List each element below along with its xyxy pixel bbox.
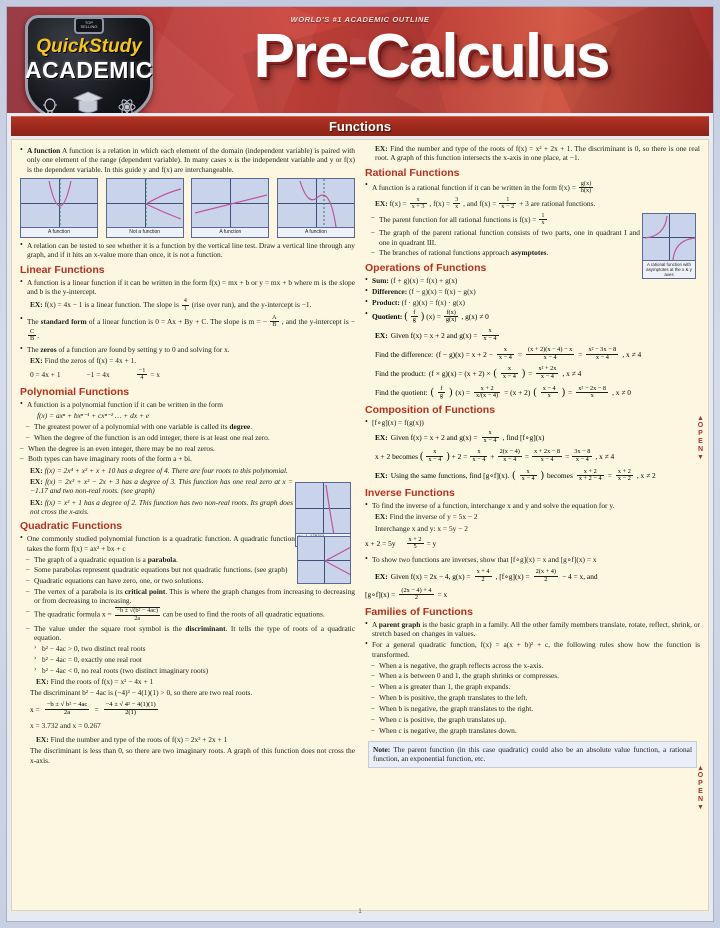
linear-ex1-cont: (rise over run), and the y-intercept is −1.: [191, 300, 312, 310]
graph-thumb: [106, 178, 184, 238]
degree-term: degree: [229, 421, 251, 431]
linear-example-2: [30, 356, 355, 365]
polynomial-examples: [20, 466, 355, 517]
tab-letter: O: [697, 422, 704, 429]
composition-given: EX: Given f(x) = x + 2 and g(x) = $\frac{x}{x - 4}$ , find [f∘g](x): [375, 429, 545, 444]
polynomial-example-2: EX: f(x) = 2x³ + x² − 2x + 3 has a degree of 3. This function has one real zero at x = −1.17 and two non-real roots. (see graph): [30, 477, 293, 496]
linear-zeros: • The zeros of a function are found by setting y to 0 and solving for x.: [20, 345, 355, 354]
ex-label: EX:: [375, 330, 388, 340]
heading-quadratic-functions: Quadratic Functions: [20, 520, 123, 533]
transform-rule: – When a is greater than 1, the graph expands.: [371, 682, 700, 691]
quadratic-parabola: – The graph of a quadratic equation is a parabola.: [26, 555, 295, 564]
standard-form-term: standard form: [40, 316, 87, 326]
fraction-quot-lhs: $\frac{f}{g}$: [439, 384, 444, 400]
fraction-neg1-over-4: $\frac{-1}{4}$: [138, 366, 146, 382]
graph-caption: A function: [20, 228, 98, 238]
transform-rule: – When b is negative, the graph translates to the right.: [371, 704, 700, 713]
heading-rational-functions: Rational Functions: [365, 166, 460, 179]
operation-quotient: • Quotient: ( $\frac{f}{g}$ ) (x) = $\frac{f(x)}{g(x)}$ , g(x) ≠ 0: [365, 310, 700, 324]
zeros-term: zeros: [40, 344, 57, 354]
operation-product: • Product: (f · g)(x) = f(x) · g(x): [365, 298, 700, 307]
operation-sum: • Sum: (f + g)(x) = f(x) + g(x): [365, 276, 700, 285]
composition-work: x + 2 becomes ( $\frac{x}{x - 4}$ ) + 2 = $\frac{x}{x - 4}$ + $\frac{2(x - 4)}{x - 4}$ = $\frac{x + 2x - 8}{x - 4}$ = $\frac{3x - 8}{x - 4}$ , x ≠ 4: [375, 448, 615, 464]
quadratic-not-functions: – Some parabolas represent quadratic equations but not quadratic functions. (see graph): [26, 565, 295, 574]
fraction-x-over-xminus4: $\frac{x}{x - 4}$: [483, 327, 497, 342]
fraction-inv2-3: $\frac{(2x - 4) + 4}{2}$: [401, 586, 432, 602]
heading-inverse-functions: Inverse Functions: [365, 486, 455, 499]
fraction-comp-given: $\frac{x}{x - 4}$: [483, 429, 497, 444]
graph-caption: A rational function with asymptotes at the x & y axes: [642, 261, 696, 279]
inverse-example-1: EX: Find the inverse of y = 5x − 2: [375, 512, 478, 522]
quadratic-top: [20, 534, 355, 574]
polynomial-even-degree: – When the degree is an even integer, there may be no real zeros.: [20, 444, 355, 453]
page-header: [7, 7, 713, 113]
fraction-x-over-xplus3: $\frac{x}{x + 3}$: [411, 195, 425, 211]
fraction-1-over-x: $\frac{1}{x}$: [541, 211, 545, 227]
sideways-curve: [107, 179, 184, 228]
right-column: [360, 144, 705, 908]
quickstudy-badge: [25, 15, 153, 113]
graph-frame: [191, 178, 269, 228]
ex-label: EX:: [375, 471, 388, 481]
transform-rule: – When a is between 0 and 1, the graph shrinks or compresses.: [371, 671, 700, 680]
ex-label: EX:: [375, 198, 388, 208]
rational-examples: EX: f(x) = $\frac{x}{x + 3}$ , f(x) = $\frac{3}{x}$ , and f(x) = $\frac{1}{x - 2}$ + 3 are rational functions.: [375, 195, 596, 211]
polynomial-imaginary-roots: – Both types can have imaginary roots of the form a + bi.: [20, 454, 355, 463]
polynomial-example-1: EX: f(x) = 2x⁴ + x² + x + 10 has a degree of 4. There are four roots to this polynomial.: [30, 465, 288, 475]
linear-ex1-text: f(x) = 4x − 1 is a linear function. The slope is: [44, 300, 179, 310]
hyperbola-curve: [643, 214, 696, 261]
formula-left-fraction: $\frac{\text{−b ± √ b² − 4ac}}{2a}$: [46, 700, 88, 716]
ex-label: EX:: [30, 465, 43, 475]
fraction-comp-4: $\frac{x + 2x - 8}{x - 4}$: [534, 448, 561, 464]
polynomial-odd-degree: – When the degree of the function is an odd integer, there is at least one real zero.: [26, 433, 355, 442]
graph-thumb: [277, 178, 355, 238]
operations-quotient-work: Find the quotient: ( $\frac{f}{g}$ ) (x) = $\frac{x + 2}{x/(x - 4)}$ = (x + 2) ( $\frac{x - 4}{x}$ ) = $\frac{\text{x² − 2x − 8}}{x}$ , x ≠ 0: [375, 384, 631, 400]
discriminant-case: › b² − 4ac > 0, two distinct real roots: [34, 644, 355, 653]
inverse-work: x + 2 = 5y $\frac{x + 2}{5}$ = y: [365, 535, 437, 551]
work-step-2: −1 = 4x: [86, 370, 110, 380]
discriminant-term: discriminant: [185, 623, 226, 633]
families-general-quadratic: • For a general quadratic function, f(x) = a(x + b)² + c, the following rules show how the function is transformed.: [365, 640, 700, 659]
graph-frame: [106, 178, 184, 228]
operations-given: EX: Given f(x) = x + 2 and g(x) = $\frac{x}{x - 4}$: [375, 327, 497, 342]
chevron-up-icon: ▲: [697, 765, 704, 772]
parabola-term: parabola: [147, 554, 177, 564]
badge-icon-row: [25, 90, 153, 113]
fraction-f-over-g: $\frac{f}{g}$: [412, 308, 416, 324]
fraction-4-over-1: $\frac{4}{1}$: [183, 297, 187, 312]
chevron-down-icon: ▼: [697, 454, 704, 461]
fraction-prod-2: $\frac{\text{x² + 2x}}{x - 4}$: [538, 365, 557, 381]
polynomial-definition: [20, 400, 355, 421]
page-number: 1: [358, 909, 362, 915]
quadratic-definition: • One commonly studied polynomial function is a quadratic function. A quadratic function takes the form f(x) = ax² + bx + c: [20, 534, 295, 553]
vertical-line-test: [20, 241, 355, 260]
fraction-fx-over-gx: $\frac{f(x)}{g(x)}$: [445, 308, 457, 324]
note-text: The parent function (in this case quadratic) could also be an absolute value function, a rational function, an exponential function, etc.: [373, 744, 692, 764]
heading-polynomial-functions: Polynomial Functions: [20, 385, 130, 398]
graph-caption: Not a function: [106, 228, 184, 238]
lightbulb-icon: [42, 98, 58, 113]
fraction-1-over-xminus2: $\frac{1}{x - 2}$: [501, 195, 515, 211]
composition-example-2: EX: Using the same functions, find [g∘f](x). ( $\frac{x}{x - 4}$ ) becomes $\frac{x + 2}{x + 2 - 4}$ = $\frac{x + 2}{x - 2}$ , x ≠ 2: [375, 467, 656, 483]
badge-academic-label: ACADEMIC: [25, 57, 153, 83]
rational-quadrants: – The graph of the parent rational function consists of two parts, one in quadrant I and one in quadrant III.: [371, 228, 640, 247]
page-title: Pre-Calculus: [253, 22, 609, 91]
inverse-interchange: Interchange x and y: x = 5y − 2: [375, 523, 468, 533]
tab-letter: N: [697, 446, 704, 453]
graph-caption: A function: [191, 228, 269, 238]
graph-frame: [295, 482, 351, 534]
transform-rule: – When b is positive, the graph translates to the left.: [371, 693, 700, 702]
note-label: Note:: [373, 744, 391, 754]
transform-rule: – When a is negative, the graph reflects across the x-axis.: [371, 661, 700, 670]
line-curve: [192, 179, 269, 228]
linear-work-row: [30, 368, 355, 382]
chevron-down-icon: ▼: [697, 804, 704, 811]
formula-right-fraction: $\frac{\text{−4 ± √ 4² − 4(1)(1)}}{2(1)}$: [105, 700, 156, 716]
fraction-C-over-B: $\frac{C}{B}$: [30, 327, 35, 343]
quadratic-example-2-answer: The discriminant is less than 0, so there are two imaginary roots. A graph of this function does not cross the x-axis.: [30, 746, 355, 765]
linear-ex2-text: Find the zeros of f(x) = 4x + 1.: [44, 356, 137, 366]
open-tab-upper[interactable]: [694, 415, 707, 461]
quadratic-critical-point: – The vertex of a parabola is its critical point. This is where the graph changes from increasing to decreasing or from decreasing to increasing.: [26, 587, 355, 606]
note-box: [368, 741, 697, 768]
tab-letter: E: [698, 438, 703, 445]
asymptotes-term: asymptotes: [511, 248, 547, 258]
fraction-quot-2: $\frac{x - 4}{x}$: [542, 384, 556, 400]
inverse-proof: • To show two functions are inverses, show that [f∘g](x) = x and [g∘f](x) = x: [365, 555, 700, 564]
chevron-up-icon: ▲: [697, 415, 704, 422]
quadratic-formula-fraction: $\frac{\text{−b ± √(b² − 4ac)}}{2a}$: [116, 607, 158, 622]
fraction-diff-2: $\frac{(x + 2)(x - 4) - x}{x - 4}$: [528, 346, 573, 361]
fraction-comp2-1: $\frac{x}{x - 4}$: [521, 467, 535, 483]
transform-rule: – When c is negative, the graph translates down.: [371, 726, 700, 735]
study-guide-sheet: [6, 6, 714, 922]
fraction-diff-1: $\frac{x}{x - 4}$: [498, 346, 512, 361]
fraction-inv2-2: $\frac{2(x + 4)}{2}$: [535, 568, 556, 583]
fraction-A-over-B: $\frac{A}{B}$: [272, 313, 277, 329]
operation-difference: • Difference: (f − g)(x) = f(x) − g(x): [365, 287, 700, 296]
fraction-inverse-1: $\frac{x + 2}{5}$: [408, 535, 422, 551]
cubic-root-curve: [296, 483, 351, 534]
parent-graph-term: parent graph: [378, 619, 421, 629]
graph-frame: [20, 178, 98, 228]
ex-label: EX:: [36, 734, 49, 744]
left-column: [15, 144, 360, 908]
quadratic-discriminant: – The value under the square root symbol is the discriminant. It tells the type of roots of a quadratic equation.: [26, 624, 355, 643]
quadratic-solutions: – Quadratic equations can have zero, one, or two solutions.: [26, 576, 355, 585]
fraction-g-over-h: $\frac{g(x)}{h(x)}$: [580, 179, 592, 195]
linear-definition-text: • A function is a linear function if it can be written in the form f(x) = mx + b or y = mx + b where m is the slope and b is the y-intercept.: [27, 277, 355, 296]
fraction-comp-5: $\frac{3x - 8}{x - 4}$: [574, 448, 591, 464]
quadratic-discriminant-calc: The discriminant b² − 4ac is (−4)² − 4(1)(1) > 0, so there are two real roots.: [30, 688, 253, 698]
heading-linear-functions: Linear Functions: [20, 263, 105, 276]
quadratic-formula-item: – The quadratic formula x = $\frac{\text{−b ± √(b² − 4ac)}}{2a}$ can be used to find the roots of all quadratic equations.: [26, 607, 355, 622]
graph-thumb: [20, 178, 98, 238]
fraction-prod-1: $\frac{x}{x - 4}$: [502, 365, 516, 381]
fraction-inv2-1: $\frac{x + 4}{2}$: [476, 568, 490, 583]
heading-operations-of-functions: Operations of Functions: [365, 261, 487, 274]
fraction-comp-1: $\frac{x}{x - 4}$: [428, 448, 442, 464]
ex-label: EX:: [30, 497, 43, 507]
ex-label: EX:: [30, 356, 43, 366]
fraction-quot-1: $\frac{x + 2}{x/(x - 4)}$: [476, 384, 499, 400]
fraction-comp-3: $\frac{2(x - 4)}{x - 4}$: [499, 448, 520, 464]
ex-label: EX:: [30, 477, 43, 487]
fraction-quot-3: $\frac{\text{x² − 2x − 8}}{x}$: [578, 384, 607, 400]
polynomial-formula: f(x) = axⁿ + bxⁿ⁻¹ + cxⁿ⁻² … + dx + e: [37, 411, 150, 421]
rational-asymptotes: – The branches of rational functions approach asymptotes.: [371, 248, 640, 257]
inverse-example-2-cont: [g∘f](x) = $\frac{(2x - 4) + 4}{2}$ = x: [365, 586, 448, 602]
fraction-diff-3: $\frac{\text{x² − 3x − 8}}{x - 4}$: [588, 346, 617, 361]
quadratic-formula-work: x = $\frac{\text{−b ± √ b² − 4ac}}{2a}$ = $\frac{\text{−4 ± √ 4² − 4(1)(1)}}{2(1)}$: [30, 700, 156, 716]
tab-letter: P: [698, 780, 703, 787]
operations-product-work: Find the product: (f × g)(x) = (x + 2) × ( $\frac{x}{x - 4}$ ) = $\frac{\text{x² + 2x}}{x - 4}$ , x ≠ 4: [375, 365, 582, 381]
rational-graph: [642, 213, 696, 279]
linear-definition: [20, 278, 355, 297]
sum-label: Sum:: [372, 275, 389, 285]
composition-definition: • [f∘g](x) = f(g(x)): [365, 418, 700, 427]
difference-label: Difference:: [372, 287, 408, 297]
linear-standard-form: • The standard form of a linear function is 0 = Ax + By + C. The slope is m = − $\frac{A}{B}$ , and the y-intercept is − $\frac{C}{B}$ .: [20, 315, 355, 343]
graduation-cap-icon: [73, 90, 103, 113]
product-label: Product:: [372, 298, 400, 308]
inverse-definition: • To find the inverse of a function, interchange x and y and solve the equation for y.: [365, 501, 700, 510]
content-area: [11, 139, 709, 911]
rational-definition: • A function is a rational function if it can be written in the form f(x) = $\frac{g(x)}{h(x)}$: [365, 181, 700, 195]
header-tagline: WORLD'S #1 ACADEMIC OUTLINE: [290, 15, 430, 24]
open-tab-lower[interactable]: [694, 765, 707, 811]
graph-caption: A function: [277, 228, 355, 238]
transform-rule: – When c is positive, the graph translates up.: [371, 715, 700, 724]
inverse-example-2: EX: Given f(x) = 2x − 4, g(x) = $\frac{x + 4}{2}$ , [f∘g](x) = $\frac{2(x + 4)}{2}$ − 4 = x, and: [375, 568, 598, 583]
quotient-label: • Quotient:: [372, 312, 403, 322]
tab-letter: E: [698, 788, 703, 795]
ex-label: EX:: [36, 677, 49, 687]
parabola-curve: [21, 179, 98, 228]
fraction-comp2-3: $\frac{x + 2}{x - 2}$: [617, 467, 631, 483]
page-footer: [7, 909, 713, 915]
badge-quickstudy-label: QuickStudy: [36, 36, 142, 57]
ex-label: EX:: [30, 300, 43, 310]
atom-gear-icon: [118, 98, 136, 113]
fraction-3-over-x: $\frac{3}{x}$: [455, 195, 459, 211]
tab-letter: N: [697, 796, 704, 803]
rational-parent-function: – The parent function for all rational functions is f(x) = $\frac{1}{x}$: [371, 213, 640, 227]
intro-paragraph: • A function A function is a relation in which each element of the domain (independent variable) is paired with only one element of the range (dependent variable). In many cases x is the independent variable and y or f(x) is the dependent variable. In this guide y and f(x) are interchangeable.: [20, 146, 355, 174]
heading-composition-of-functions: Composition of Functions: [365, 403, 496, 416]
roots-example-top: EX: Find the number and type of the roots of f(x) = x² + 2x + 1. The discriminant is 0, so there is one real root. A graph of this function intersects the x-axis in one place, at −1.: [375, 144, 700, 163]
discriminant-case: › b² − 4ac < 0, no real roots (two distinct imaginary roots): [34, 666, 355, 675]
quadratic-example-1: EX: Find the roots of f(x) = x² − 4x + 1: [36, 677, 154, 687]
fraction-comp-2: $\frac{x}{x - 4}$: [472, 448, 486, 464]
graph-thumb: [191, 178, 269, 238]
ex-label: EX:: [375, 512, 388, 522]
intro-text: A function is a relation in which each element of the domain (independent variable) is paired with only one element of the range (dependent variable). In many cases x is the independent variable and y or f(x) is the dependent variable. In this guide y and f(x) are interchangeable.: [27, 146, 355, 174]
quadratic-result: x = 3.732 and x = 0.267: [30, 720, 101, 730]
ex-label: EX:: [375, 144, 388, 153]
banner-title: Functions: [328, 119, 392, 134]
tab-letter: P: [698, 430, 703, 437]
tab-letter: O: [697, 772, 704, 779]
polynomial-example-3: EX: f(x) = x² + 1 has a degree of 2. This function has two non-real roots. Its graph does not cross the x-axis.: [30, 497, 293, 517]
work-step-1: 0 = 4x + 1: [30, 370, 61, 380]
critical-point-term: critical point: [124, 587, 166, 597]
graph-frame: [642, 213, 696, 261]
polynomial-definition-text: • A function is a polynomial function if it can be written in the form: [27, 399, 224, 409]
ex-label: EX:: [375, 432, 388, 442]
ex-label: EX:: [375, 572, 388, 581]
fraction-comp2-2: $\frac{x + 2}{x + 2 - 4}$: [578, 467, 602, 483]
linear-example-1: [30, 298, 355, 312]
families-parent-graph: • A parent graph is the basic graph in a family. All the other family members translate, rotate, reflect, shrink, or stretch based on changes in values.: [365, 620, 700, 639]
quadratic-example-2: EX: Find the number and type of the roots of f(x) = 2x² + 2x + 1: [36, 734, 228, 744]
vertical-line-test-text: • A relation can be tested to see whether it is a function by the vertical line test. Draw a vertical line through any graph, and if it hits an x-value more than once, it is not a function.: [27, 240, 355, 260]
heading-families-of-functions: Families of Functions: [365, 605, 473, 618]
graph-frame: [277, 178, 355, 228]
cubic-curve: [278, 179, 355, 228]
badge-top-ribbon: TOP SELLING: [74, 17, 104, 34]
function-graph-row: [20, 178, 355, 238]
section-banner-functions: [11, 116, 709, 136]
work-step-3: $\frac{-1}{4}$ = x: [138, 366, 160, 382]
discriminant-case: › b² − 4ac = 0, exactly one real root: [34, 655, 355, 664]
polynomial-degree: – The greatest power of a polynomial with one variable is called its degree.: [26, 422, 355, 431]
operations-difference-work: Find the difference: (f − g)(x) = x + 2 − $\frac{x}{x - 4}$ = $\frac{(x + 2)(x - 4) - x}{x - 4}$ = $\frac{\text{x² − 3x − 8}}{x - 4}$ , x ≠ 4: [375, 346, 642, 361]
